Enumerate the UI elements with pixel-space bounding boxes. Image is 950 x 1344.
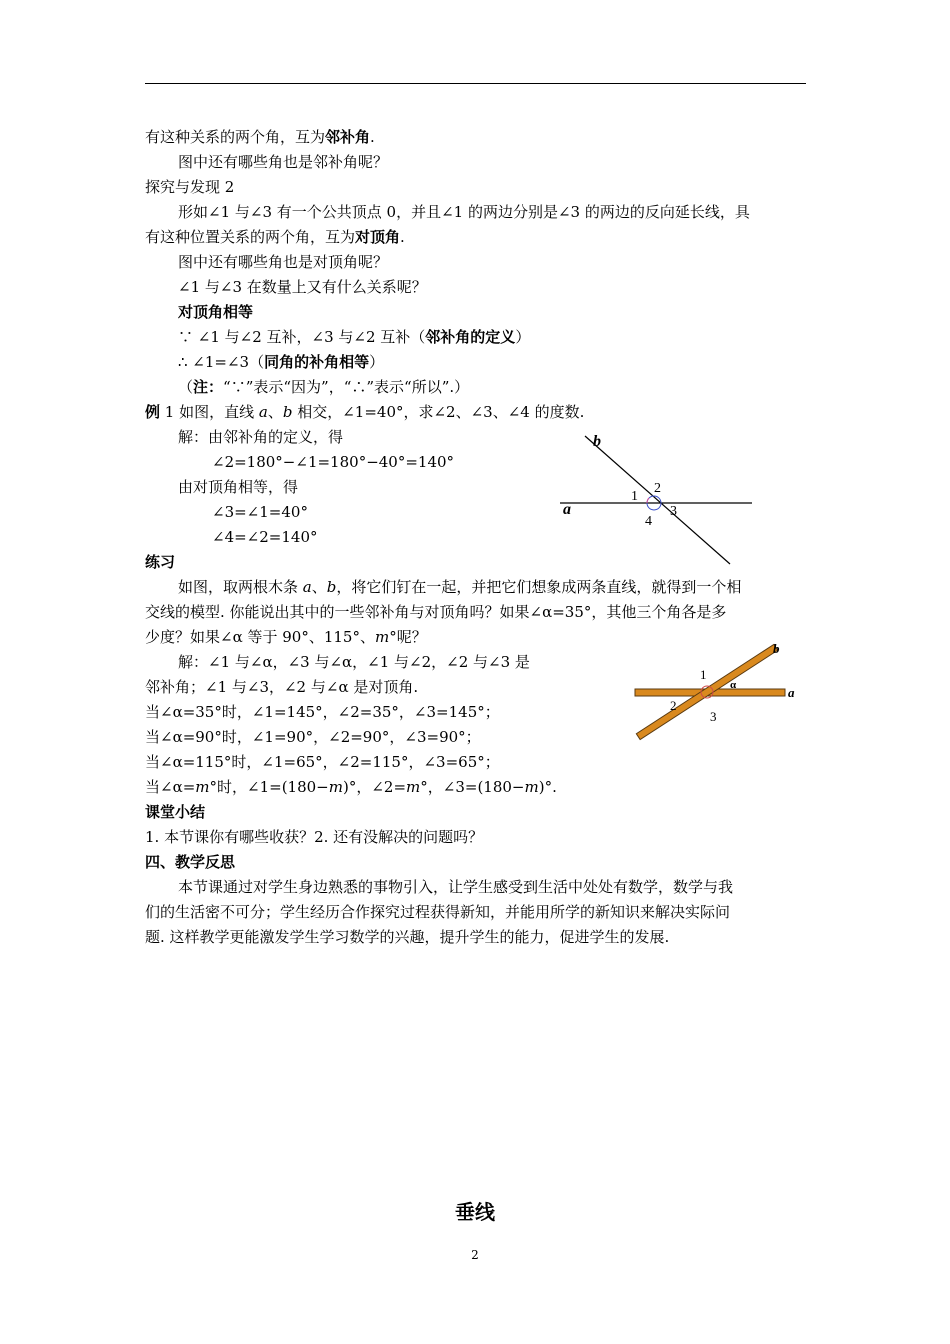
header-rule [145, 83, 806, 84]
text-line: 有这种位置关系的两个角，互为对顶角. [145, 228, 405, 246]
angle-label-4: 4 [645, 514, 652, 529]
term-vertical-angles: 对顶角 [355, 228, 401, 246]
label-a: a [788, 685, 795, 700]
solution-line: 解：∠1 与∠α，∠3 与∠α，∠1 与∠2，∠2 与∠3 是 [178, 653, 530, 671]
label-b: b [593, 433, 601, 450]
angle-label-1: 1 [631, 489, 638, 504]
note-line: （注：“∵”表示“因为”，“∴”表示“所以”.） [178, 378, 470, 396]
example-line: 例 1 如图，直线 a、b 相交，∠1=40°，求∠2、∠3、∠4 的度数. [145, 403, 585, 421]
text-line: 本节课通过对学生身边熟悉的事物引入，让学生感受到生活中处处有数学，数学与我 [178, 878, 734, 896]
solution-line: ∠2=180°−∠1=180°−40°=140° [212, 453, 455, 471]
angle-label-3: 3 [670, 504, 677, 519]
proof-line: ∵ ∠1 与∠2 互补，∠3 与∠2 互补（邻补角的定义） [178, 328, 531, 346]
text-line: 1. 本节课你有哪些收获？2. 还有没解决的问题吗？ [145, 828, 484, 846]
theorem-heading: 对顶角相等 [178, 303, 254, 321]
section-heading: 四、教学反思 [145, 853, 236, 871]
figure-wooden-sticks [630, 636, 805, 746]
label-b: b [773, 641, 780, 656]
section-heading: 练习 [145, 553, 176, 571]
solution-line: 当∠α=115°时，∠1=65°，∠2=115°，∠3=65°； [145, 753, 500, 771]
section-title: 垂线 [455, 1200, 495, 1224]
solution-line: 当∠α=90°时，∠1=90°，∠2=90°，∠3=90°； [145, 728, 481, 746]
solution-line: ∠4=∠2=140° [212, 528, 318, 546]
text-line: 有这种关系的两个角，互为邻补角. [145, 128, 375, 146]
figure-intersecting-lines [555, 428, 760, 568]
section-heading: 课堂小结 [145, 803, 206, 821]
angle-label-alpha: α [730, 679, 737, 691]
section-heading: 探究与发现 2 [145, 178, 235, 196]
solution-line: 解：由邻补角的定义，得 [178, 428, 344, 446]
text-line: 形如∠1 与∠3 有一个公共顶点 0，并且∠1 的两边分别是∠3 的两边的反向延长线，具 [178, 203, 750, 221]
angle-label-2: 2 [654, 481, 661, 496]
text-line: 交线的模型. 你能说出其中的一些邻补角与对顶角吗？如果∠α=35°，其他三个角各是多 [145, 603, 727, 621]
solution-line: 邻补角；∠1 与∠3，∠2 与∠α 是对顶角. [145, 678, 419, 696]
angle-label-1: 1 [700, 667, 707, 682]
solution-line: 由对顶角相等，得 [178, 478, 299, 496]
term-adjacent-supplementary: 邻补角 [325, 128, 371, 146]
solution-line: ∠3=∠1=40° [212, 503, 308, 521]
solution-line: 当∠α=m°时，∠1=(180−m)°，∠2=m°，∠3=(180−m)°. [145, 778, 557, 796]
text-line: ∠1 与∠3 在数量上又有什么关系呢？ [178, 278, 427, 296]
proof-line: ∴ ∠1=∠3（同角的补角相等） [178, 353, 385, 371]
text-line: 图中还有哪些角也是对顶角呢？ [178, 253, 389, 271]
text-line: 如图，取两根木条 a、b，将它们钉在一起，并把它们想象成两条直线，就得到一个相 [178, 578, 742, 596]
text-line: 少度？如果∠α 等于 90°、115°、m°呢？ [145, 628, 427, 646]
angle-label-2: 2 [670, 698, 677, 713]
text-line: 们的生活密不可分；学生经历合作探究过程获得新知，并能用所学的新知识来解决实际问 [145, 903, 731, 921]
solution-line: 当∠α=35°时，∠1=145°，∠2=35°，∠3=145°； [145, 703, 500, 721]
text-line: 题. 这样教学更能激发学生学习数学的兴趣，提升学生的能力，促进学生的发展. [145, 928, 670, 946]
line-b [585, 436, 730, 564]
text-line: 图中还有哪些角也是邻补角呢？ [178, 153, 389, 171]
page-number: 2 [471, 1248, 479, 1262]
angle-label-3: 3 [710, 709, 717, 724]
label-a: a [563, 501, 571, 518]
